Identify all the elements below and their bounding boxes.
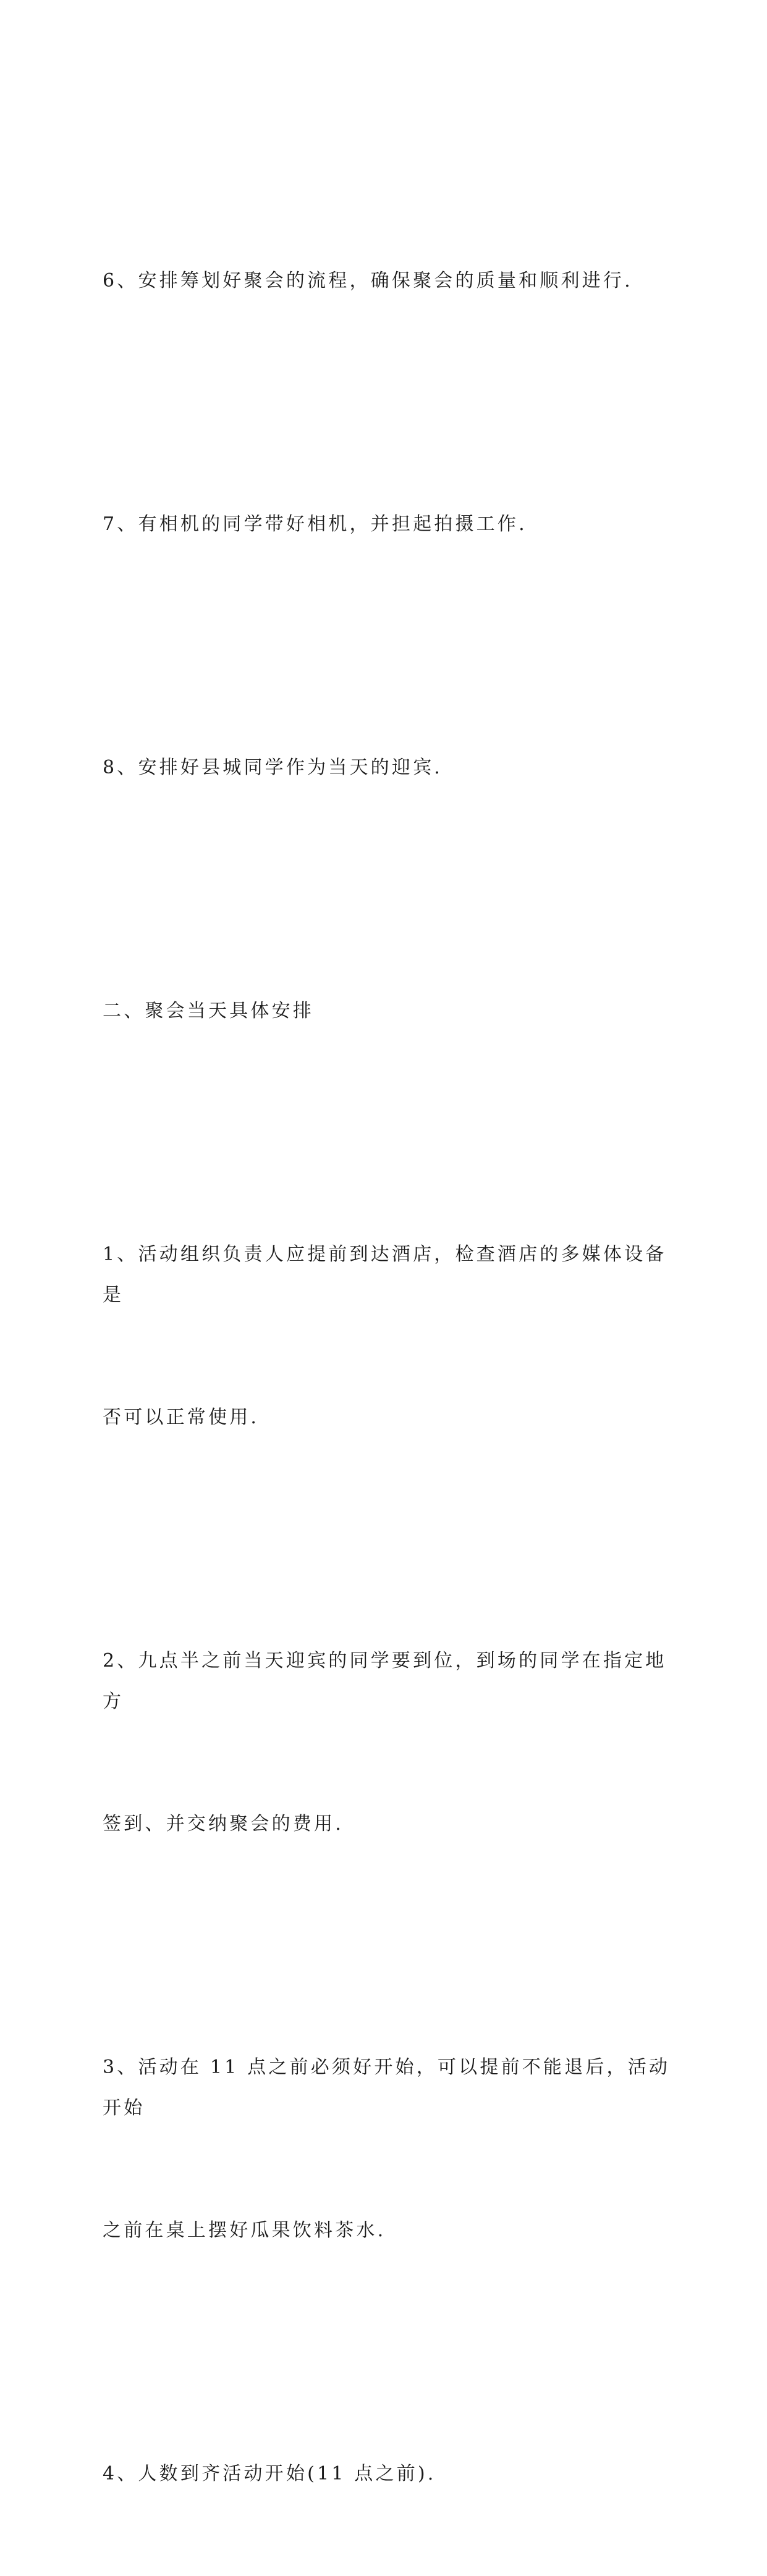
text-line: 7、有相机的同学带好相机，并担起拍摄工作. <box>103 513 527 535</box>
text-line: 4、人数到齐活动开始(11 点之前). <box>103 2463 436 2485</box>
list-item-3 <box>103 1966 677 2333</box>
list-item-1 <box>103 1153 677 1520</box>
list-item-6 <box>103 179 677 383</box>
text-line: 1、活动组织负责人应提前到达酒店，检查酒店的多媒体设备是 <box>103 1244 667 1306</box>
text-line: 2、九点半之前当天迎宾的同学要到位，到场的同学在指定地方 <box>103 1650 667 1712</box>
text-line: 签到、并交纳聚会的费用. <box>103 1813 344 1835</box>
text-line: 3、活动在 11 点之前必须好开始，可以提前不能退后，活动开始 <box>103 2056 671 2119</box>
text-line: 否可以正常使用. <box>103 1407 260 1428</box>
list-item-2 <box>103 1559 677 1926</box>
section-heading <box>103 909 677 1113</box>
text-line: 6、安排筹划好聚会的流程，确保聚会的质量和顺利进行. <box>103 270 633 292</box>
document-body <box>103 179 677 2576</box>
list-item-4 <box>103 2372 677 2576</box>
heading-line: 二、聚会当天具体安排 <box>103 1000 314 1022</box>
list-item-7 <box>103 423 677 626</box>
text-line: 之前在桌上摆好瓜果饮料茶水. <box>103 2220 386 2241</box>
list-item-8 <box>103 666 677 870</box>
text-line: 8、安排好县城同学作为当天的迎宾. <box>103 757 443 778</box>
